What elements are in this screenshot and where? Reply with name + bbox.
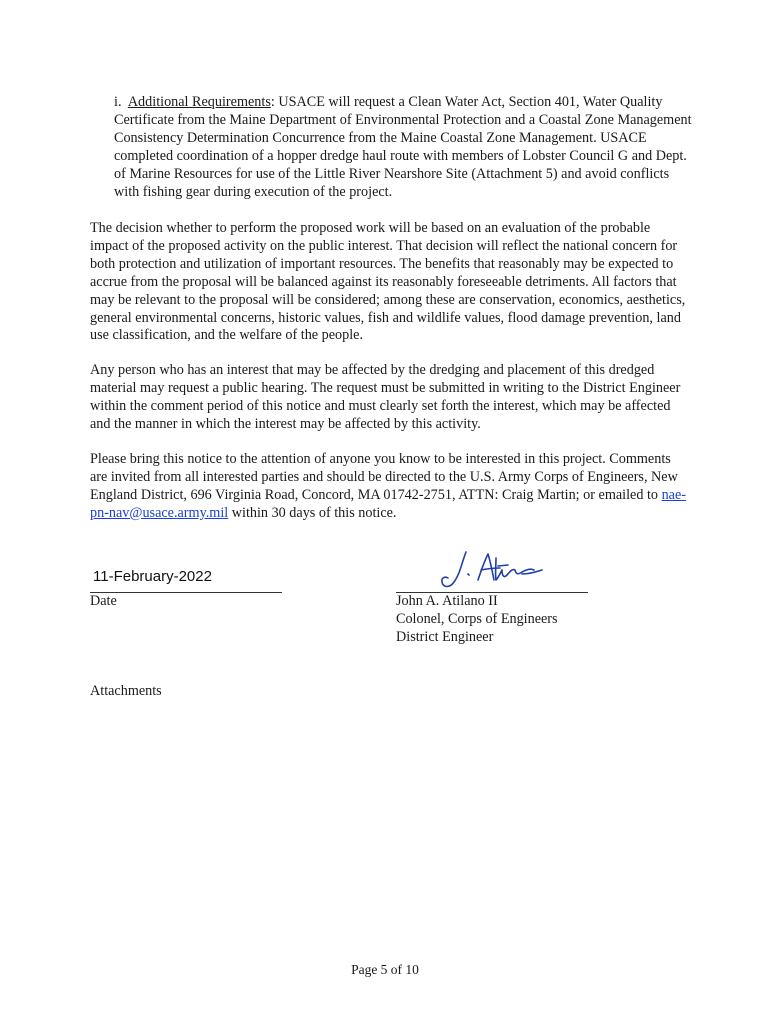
date-label: Date <box>90 593 117 609</box>
additional-requirements-body: : USACE will request a Clean Water Act, Section 401, Water Quality Certificate from the Maine Department of Environmental Protection and a Coastal Zone Management Consistency Determination Concurrence from the Maine Coastal Zone Management. USACE completed coordination of a hopper dredge haul route with members of Lobster Council G and Dept. of Marine Resources for use of the Little River Nearshore Site (Attachment 5) and avoid conflicts with fishing gear during execution of the project. <box>114 94 692 200</box>
handwritten-signature <box>438 548 548 592</box>
date-line <box>90 592 282 593</box>
decision-paragraph: The decision whether to perform the proposed work will be based on an evaluation of the probable impact of the proposed activity on the public interest. That decision will reflect the national concern for both protection and utilization of important resources. The benefits that reasonably may be expected to accrue from the proposal will be balanced against its reasonably foreseeable detriments. All factors that may be relevant to the proposal will be considered; among these are conservation, economics, aesthetics, general environmental concerns, historic values, fish and wildlife values, flood damage prevention, land use classification, and the welfare of the people. <box>90 220 686 344</box>
date-value: 11-February-2022 <box>93 568 212 585</box>
page-number: Page 5 of 10 <box>351 962 419 977</box>
comments-deadline-text: within 30 days of this notice. <box>228 504 397 521</box>
public-hearing-paragraph: Any person who has an interest that may be affected by the dredging and placement of this dredged material may request a public hearing. The request must be submitted in writing to the District Engineer within the comment period of this notice and must clearly set forth the interest, which may be affected and the manner in which the interest may be affected by this activity. <box>90 362 681 432</box>
comments-paragraph <box>90 451 690 523</box>
comments-text: Please bring this notice to the attention of anyone you know to be interested in this project. Comments are invited from all interested parties and should be directed to the U.S. Army Corps of Engineers, New England District, 696 Virginia Road, Concord, MA 01742-2751, ATTN: Craig Martin; or emailed to <box>90 451 678 503</box>
signer-name: John A. Atilano II <box>396 593 498 609</box>
signer-title: Colonel, Corps of Engineers <box>396 611 558 627</box>
additional-requirements-heading: Additional Requirements <box>127 94 271 110</box>
item-marker: i. <box>114 94 122 110</box>
email-link[interactable]: nae-pn-nav@usace.army.mil <box>90 486 686 521</box>
additional-requirements-paragraph <box>114 94 694 201</box>
signer-role: District Engineer <box>396 629 494 645</box>
attachments-label: Attachments <box>90 683 162 699</box>
